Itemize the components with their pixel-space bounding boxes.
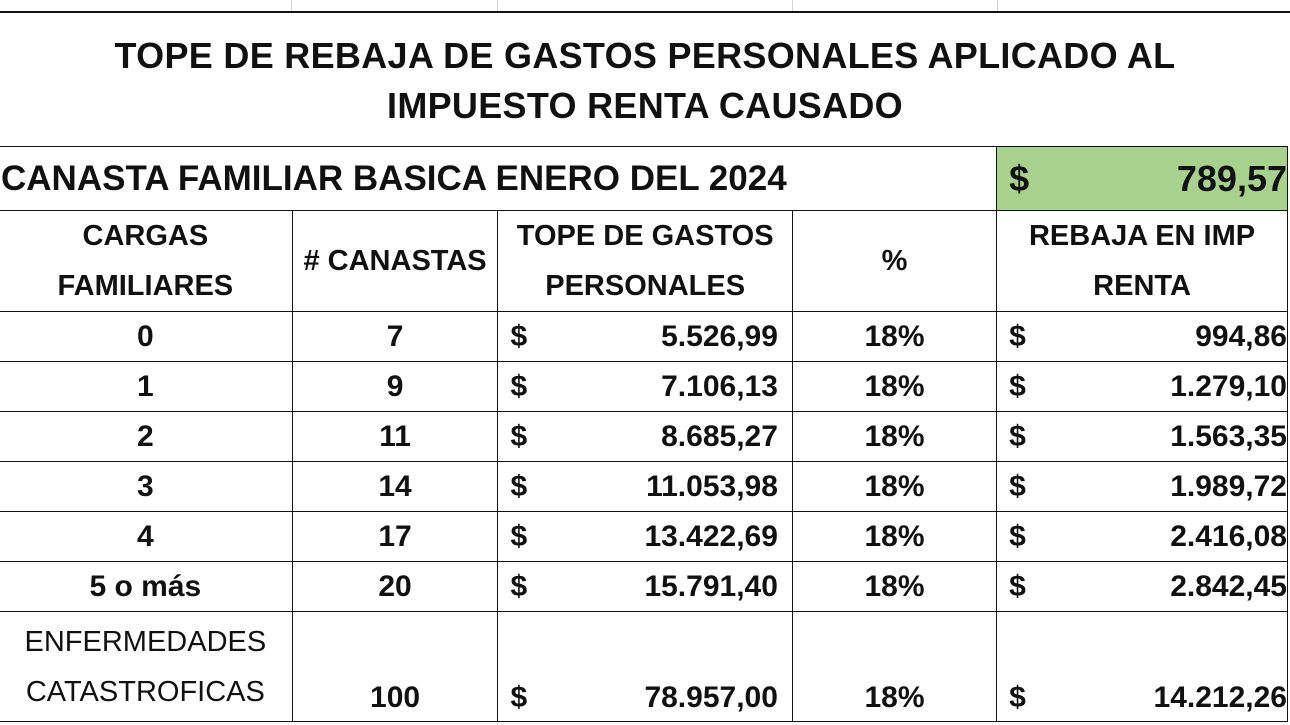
cell-cargas[interactable]: 5 o más [0,562,292,612]
cell-percent[interactable]: 18% [792,362,996,412]
currency-symbol: $ [1009,157,1030,199]
table-row [0,362,1288,412]
cell-cargas[interactable]: 4 [0,512,292,562]
cell-canastas[interactable]: 7 [292,312,498,362]
cell-canastas[interactable]: 9 [292,362,498,412]
cell-rebaja[interactable] [997,412,1288,462]
tope-value: 13.422,69 [644,519,778,553]
cell-percent[interactable]: 18% [792,462,996,512]
cell-rebaja[interactable] [997,612,1288,722]
tope-value: 15.791,40 [644,569,778,603]
currency-symbol: $ [1009,569,1026,603]
cell-canastas[interactable]: 14 [292,462,498,512]
header-cargas-line1: CARGAS [82,220,209,252]
cell-tope[interactable] [498,462,792,512]
canasta-amount: 789,57 [1176,157,1287,199]
currency-symbol: $ [1009,369,1026,403]
header-tope[interactable] [498,211,792,312]
cell-percent[interactable]: 18% [792,312,996,362]
cell-canastas[interactable]: 17 [292,512,498,562]
tope-value: 8.685,27 [661,419,778,453]
cell-rebaja[interactable] [997,462,1288,512]
rebaja-value: 2.842,45 [1170,569,1287,603]
table-row [0,412,1288,462]
cell-cargas[interactable]: 3 [0,462,292,512]
header-tope-line1: TOPE DE GASTOS [516,220,774,252]
rebaja-value: 2.416,08 [1170,519,1287,553]
tope-value: 7.106,13 [661,369,778,403]
currency-symbol: $ [510,369,528,403]
currency-symbol: $ [1009,519,1026,553]
cell-percent[interactable]: 18% [792,512,996,562]
canasta-amount-cell[interactable] [997,147,1288,211]
currency-symbol: $ [510,681,528,714]
rebaja-value: 14.212,26 [1153,681,1287,714]
cell-rebaja[interactable] [997,562,1288,612]
catastroficas-line2: CATASTROFICAS [25,675,265,708]
currency-symbol: $ [1009,469,1026,503]
header-tope-line2: PERSONALES [545,270,746,302]
tope-value: 11.053,98 [646,469,778,503]
table-row [0,462,1288,512]
canasta-row [0,147,1288,211]
header-percent[interactable]: % [792,211,996,312]
table [0,146,1288,722]
header-cargas[interactable] [0,211,292,312]
header-cargas-line2: FAMILIARES [57,270,234,302]
cell-tope[interactable] [498,562,792,612]
cell-canastas[interactable]: 20 [292,562,498,612]
tope-value: 78.957,00 [644,681,778,714]
cell-canastas[interactable]: 11 [292,412,498,462]
cell-canastas[interactable]: 100 [292,612,498,722]
header-canastas[interactable]: # CANASTAS [292,211,498,312]
currency-symbol: $ [1009,681,1026,714]
cell-rebaja[interactable] [997,512,1288,562]
title-line-2: IMPUESTO RENTA CAUSADO [387,84,903,126]
catastroficas-line1: ENFERMEDADES [24,625,267,658]
cell-tope[interactable] [498,512,792,562]
currency-symbol: $ [510,519,528,553]
cell-cargas[interactable]: 2 [0,412,292,462]
header-row [0,211,1288,312]
cell-cargas[interactable]: 0 [0,312,292,362]
cell-rebaja[interactable] [997,362,1288,412]
cell-percent[interactable]: 18% [792,562,996,612]
table-row [0,312,1288,362]
rebaja-value: 1.279,10 [1170,369,1287,403]
table-row [0,512,1288,562]
rebaja-value: 1.989,72 [1170,469,1287,503]
cell-percent[interactable]: 18% [792,612,996,722]
table-row [0,562,1288,612]
currency-symbol: $ [510,569,528,603]
cell-cargas-catastroficas[interactable] [0,612,292,722]
cell-rebaja[interactable] [997,312,1288,362]
title-line-1: TOPE DE REBAJA DE GASTOS PERSONALES APLICADO AL [114,34,1176,76]
currency-symbol: $ [510,319,528,353]
tope-value: 5.526,99 [661,319,778,353]
cell-tope[interactable] [498,612,792,722]
cell-cargas[interactable]: 1 [0,362,292,412]
rebaja-value: 1.563,35 [1170,419,1287,453]
title-block [0,11,1290,148]
cell-tope[interactable] [498,362,792,412]
cell-tope[interactable] [498,412,792,462]
canasta-label[interactable]: CANASTA FAMILIAR BASICA ENERO DEL 2024 [0,147,997,211]
currency-symbol: $ [510,419,528,453]
currency-symbol: $ [510,469,528,503]
header-rebaja-line2: RENTA [1093,270,1191,302]
currency-symbol: $ [1009,319,1026,353]
header-rebaja-line1: REBAJA EN IMP [1028,220,1256,252]
header-rebaja[interactable] [997,211,1288,312]
cell-tope[interactable] [498,312,792,362]
table-row-catastroficas [0,612,1288,722]
rebaja-value: 994,86 [1195,319,1287,353]
currency-symbol: $ [1009,419,1026,453]
cell-percent[interactable]: 18% [792,412,996,462]
